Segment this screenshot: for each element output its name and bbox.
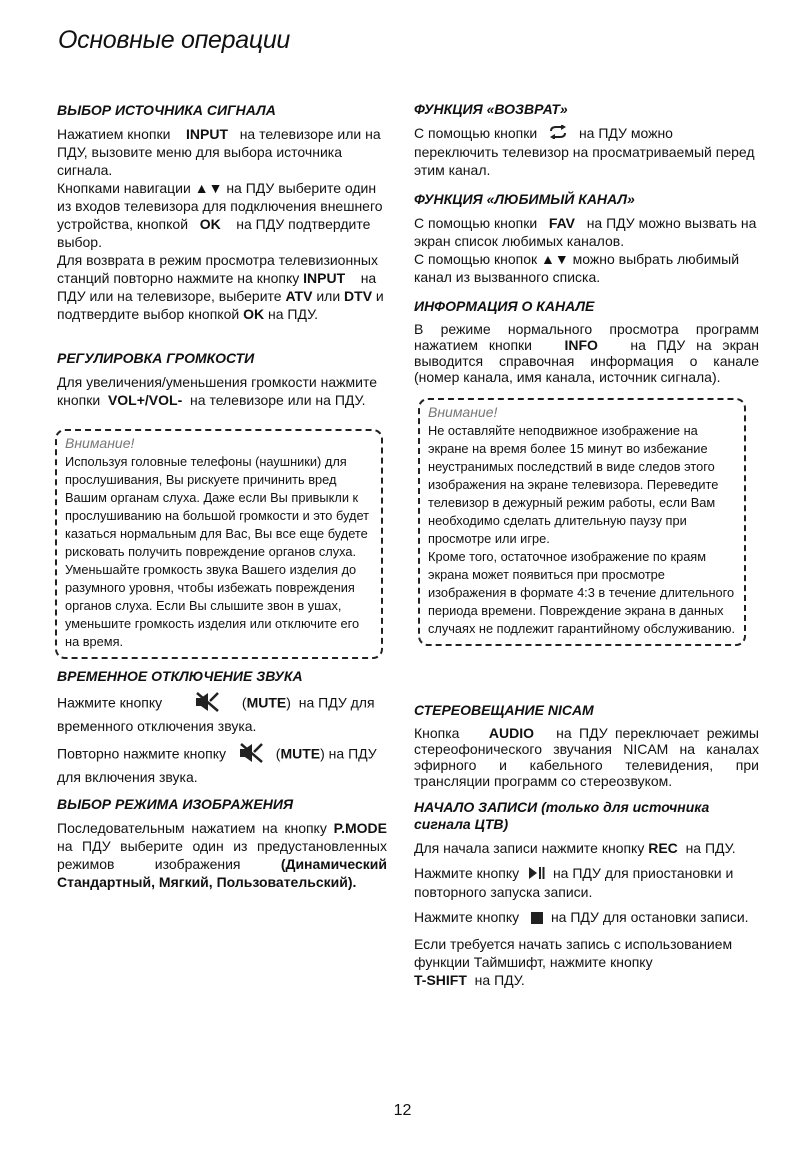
mute-text-1: Нажмите кнопку (MUTE) на ПДУ для временного отключения звука. [57,691,387,735]
warning-box-headphones [55,429,383,659]
nicam-text: Кнопка AUDIO на ПДУ переключает режимы стереофонического звучания NICAM на каналах эфирного и кабельного телевидения, при трансляции программ со стереозвуком. [414,725,759,789]
source-text: Нажатием кнопки INPUT на телевизоре или на ПДУ, вызовите меню для выбора источника сигнала. Кнопками навигации ▲▼ на ПДУ выберите один из входов телевизора для подключения внешнего устройства, кнопкой OK на ПДУ подтвердите выбор. Для возврата в режим просмотра телевизионных станций повторно нажмите на кнопку INPUT на ПДУ или на телевизоре, выберите ATV или DTV и подтвердите выбор кнопкой OK на ПДУ. [57,126,384,322]
warning-title: Внимание! [65,435,135,451]
picture-text: Последовательным нажатием на кнопку P.MODE на ПДУ выберите один из предустановленных режимов изображения (Динамический Стандартный, Мягкий, Пользовательский). [57,820,387,890]
key-ok-2: OK [243,306,265,322]
key-input: INPUT [186,126,229,142]
key-rec: REC [648,840,678,856]
section-record [414,799,759,989]
mute-icon [238,742,264,768]
section-heading: ИНФОРМАЦИЯ О КАНАЛЕ [414,298,595,314]
record-text-4: Если требуется начать запись с использованием функции Таймшифт, нажмите кнопку T-SHIFT на ПДУ. [414,935,733,988]
section-mute [57,668,387,786]
section-volume [57,350,387,409]
info-text: В режиме нормального просмотра программ нажатием кнопки INFO на ПДУ на экран выводится справочная информация о канале (номер канала, имя канала, источник сигнала). [414,321,760,385]
section-heading: ВРЕМЕННОЕ ОТКЛЮЧЕНИЕ ЗВУКА [57,668,303,684]
section-return [414,101,759,179]
warning-text-1: Не оставляйте неподвижное изображение на экране на время более 15 минут во избежание неустранимых последствий в виде следов этого изображения на экране телевизора. Переведите телевизор в дежурный режим работы, если Вам необходимо сделать длительную паузу при просмотре или игре. [428,423,719,546]
key-ok: OK [199,216,221,232]
page-number: 12 [393,1102,412,1119]
record-text-1: Для начала записи нажмите кнопку REC на ПДУ. [414,840,736,856]
section-heading: ВЫБОР РЕЖИМА ИЗОБРАЖЕНИЯ [57,796,294,812]
key-fav: FAV [548,215,576,231]
warning-text: Используя головные телефоны (наушники) для прослушивания, Вы рискуете причинить вред Вашим органам слуха. Даже если Вы привыкли к прослушиванию на большой громкости и это будет казаться нормальным для Вас, Вы все еще будете рисковать получить повреждение органов слуха. Уменьшайте громкость звука Вашего изделия до разумного уровня, чтобы избежать повреждения органов слуха. Если Вы слышите звон в ушах, уменьшите громкость изделия или отключите его на время. [65,454,370,649]
section-heading: СТЕРЕОВЕЩАНИЕ NICAM [414,702,594,718]
picture-modes: (Динамический Стандартный, Мягкий, Пользовательский). [57,856,387,890]
section-heading: ФУНКЦИЯ «ЛЮБИМЫЙ КАНАЛ» [414,191,635,207]
record-text-2: Нажмите кнопку на ПДУ для приостановки и повторного запуска записи. [414,865,734,901]
section-heading: ВЫБОР ИСТОЧНИКА СИГНАЛА [57,102,276,118]
section-heading: РЕГУЛИРОВКА ГРОМКОСТИ [57,350,255,366]
return-arrows-icon [547,125,569,143]
fav-text: С помощью кнопки FAV на ПДУ можно вызвать на экран список любимых каналов. С помощью кнопок ▲▼ можно выбрать любимый канал из вызванного списка. [414,215,757,285]
key-mute: MUTE [246,694,287,711]
mute-text-2: Повторно нажмите кнопку (MUTE) на ПДУ для включения звука. [57,742,387,786]
key-atv: ATV [285,288,313,304]
section-heading: ФУНКЦИЯ «ВОЗВРАТ» [414,101,568,117]
return-text: С помощью кнопки на ПДУ можно переключить телевизор на просматриваемый перед этим канал. [414,125,755,179]
section-heading: НАЧАЛО ЗАПИСИ (только для источника сигнала ЦТВ) [414,799,710,832]
key-audio: AUDIO [488,725,535,741]
key-pmode: P.MODE [333,820,387,836]
play-pause-icon [529,865,545,883]
key-dtv: DTV [344,288,373,304]
key-info: INFO [564,337,598,353]
key-vol: VOL+/VOL- [107,392,183,408]
section-info [414,298,759,385]
warning-text-2: Кроме того, остаточное изображение по краям экрана может появиться при просмотре изображения в формате 4:3 в течение длительного периода времени. Повреждение экрана в данных случаях не подлежит гарантийному обслуживанию. [428,549,736,636]
stop-icon [531,910,543,928]
section-nicam [414,702,759,789]
mute-icon [194,691,220,717]
section-source [57,102,387,323]
section-picture-mode [57,796,387,891]
record-text-3: Нажмите кнопку на ПДУ для остановки записи. [414,908,759,927]
key-mute-2: MUTE [280,745,321,762]
key-tshift: T-SHIFT [414,971,467,988]
warning-title: Внимание! [428,404,498,420]
key-input-2: INPUT [303,270,346,286]
warning-box-screen [418,398,746,646]
page-title: Основные операции [58,26,291,54]
section-fav [414,191,759,286]
volume-text: Для увеличения/уменьшения громкости нажмите кнопки VOL+/VOL- на телевизоре или на ПДУ. [57,374,377,408]
